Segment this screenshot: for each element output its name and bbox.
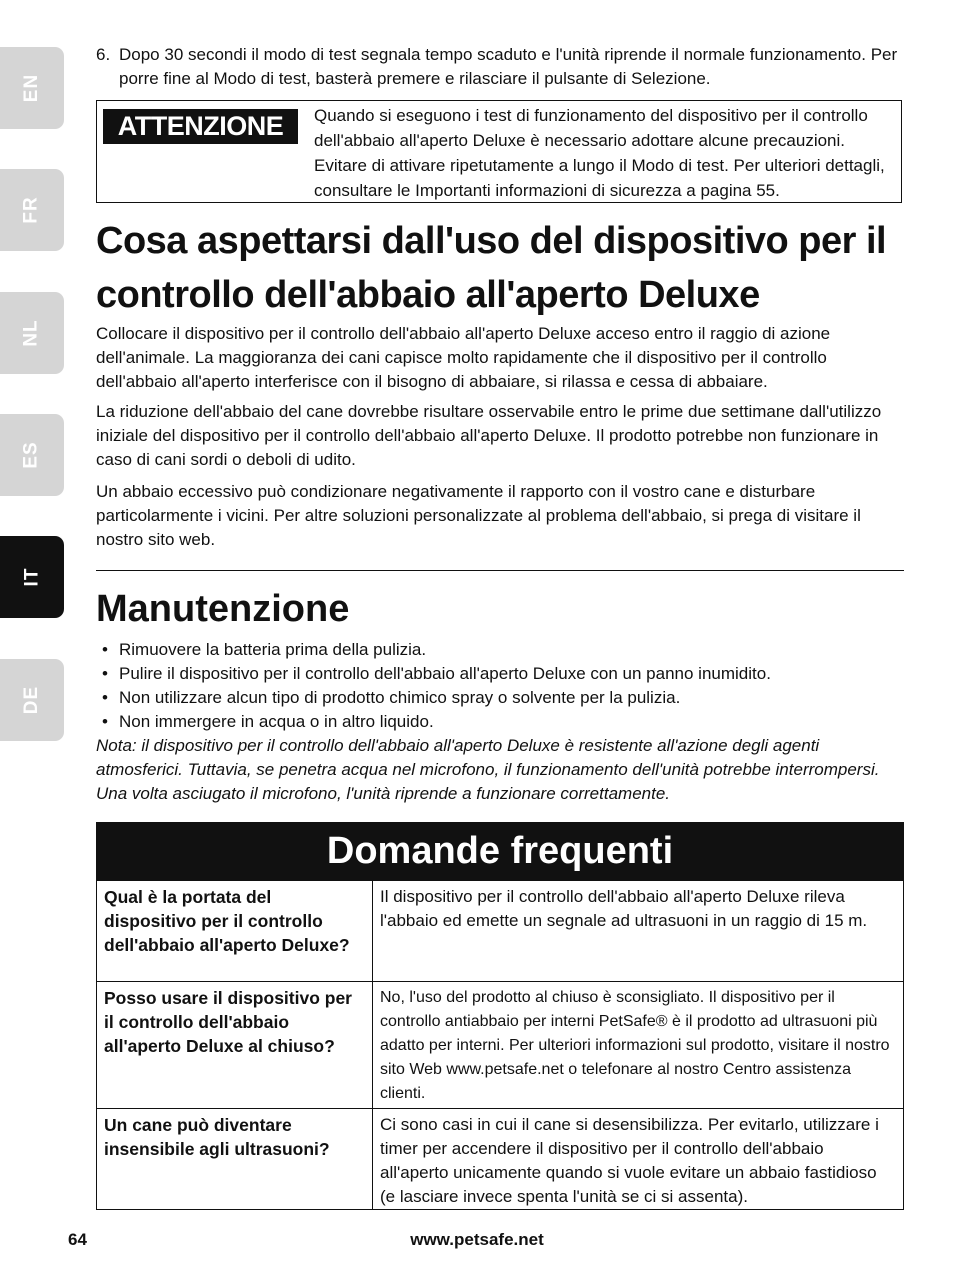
paragraph: La riduzione dell'abbaio del cane dovrebbe risultare osservabile entro le prime due settimane dall'utilizzo iniziale del dispositivo per il controllo dell'abbaio all'aperto Deluxe. Il prodotto potrebbe non funzionare in caso di cani sordi o deboli di udito. [96, 402, 882, 469]
faq-question: Qual è la portata del dispositivo per il controllo dell'abbaio all'aperto Deluxe? [97, 881, 373, 981]
tab-label: FR [20, 196, 42, 224]
paragraph: Un abbaio eccessivo può condizionare negativamente il rapporto con il vostro cane e disturbare particolarmente i vicini. Per altre soluzioni personalizzate al problema dell'abbaio, si prega di visitare il nostro sito web. [96, 482, 861, 549]
footer-url[interactable]: www.petsafe.net [410, 1230, 544, 1249]
table-row [97, 981, 903, 1108]
tab-label: EN [21, 73, 42, 103]
step-text: Dopo 30 secondi il modo di test segnala tempo scaduto e l'unità riprende il normale funzionamento. Per porre fine al Modo di test, basterà premere e rilasciare il pulsante di Selezione. [119, 45, 898, 88]
warning-badge: ATTENZIONE [103, 109, 298, 144]
warning-text: Quando si eseguono i test di funzionamento del dispositivo per il controllo dell'abbaio all'aperto Deluxe è necessario adottare alcune precauzioni. Evitare di attivare ripetutamente a lungo il Modo di test. Per ulteriori dettagli, consultare le Importanti informazioni di sicurezza a pagina 55. [314, 106, 885, 200]
tab-label: IT [20, 567, 42, 587]
step-6 [96, 43, 904, 91]
maintenance-list [96, 638, 904, 734]
language-tab-de[interactable] [0, 659, 64, 741]
list-item: • Pulire il dispositivo per il controllo dell'abbaio all'aperto Deluxe con un panno inumidito. [96, 662, 904, 686]
list-item: • Non utilizzare alcun tipo di prodotto chimico spray o solvente per la pulizia. [96, 686, 904, 710]
maintenance-note: Nota: il dispositivo per il controllo dell'abbaio all'aperto Deluxe è resistente all'azione degli agenti atmosferici. Tuttavia, se penetra acqua nel microfono, il funzionamento dell'unità potrebbe interrompersi. Una volta asciugato il microfono, l'unità riprende a funzionare correttamente. [96, 736, 880, 803]
faq-answer: Ci sono casi in cui il cane si desensibilizza. Per evitarlo, utilizzare i timer per accendere il dispositivo per il controllo dell'abbaio all'aperto unicamente quando si vuole evitare un abbaio fastidioso (e lasciare invece spenta l'unità se ci si assenta). [380, 1115, 879, 1206]
faq-title: Domande frequenti [97, 823, 903, 880]
language-tab-it[interactable] [0, 536, 64, 618]
page-footer [0, 1230, 954, 1254]
paragraph: Collocare il dispositivo per il controllo dell'abbaio all'aperto Deluxe acceso entro il raggio di azione dell'animale. La maggioranza dei cani capisce molto rapidamente che il dispositivo per il controllo dell'abbaio all'aperto interferisce con il bisogno di abbaiare, si rilassa e cessa di abbaiare. [96, 324, 831, 391]
list-item: • Non immergere in acqua o in altro liquido. [96, 710, 904, 734]
faq-table [96, 822, 904, 1210]
language-tab-nl[interactable] [0, 292, 64, 374]
table-row [97, 880, 903, 981]
language-tab-en[interactable] [0, 47, 64, 129]
language-tab-es[interactable] [0, 414, 64, 496]
section-title-maintenance: Manutenzione [96, 588, 350, 630]
faq-answer: Il dispositivo per il controllo dell'abbaio all'aperto Deluxe rileva l'abbaio ed emette un segnale ad ultrasuoni in un raggio di 15 m. [380, 887, 868, 930]
tab-label: NL [20, 319, 42, 347]
language-tab-fr[interactable] [0, 169, 64, 251]
page-number: 64 [68, 1230, 87, 1249]
warning-box [96, 100, 902, 203]
table-row [97, 1108, 903, 1209]
faq-question: Un cane può diventare insensibile agli ultrasuoni? [97, 1109, 373, 1209]
tab-label: DE [21, 685, 42, 715]
step-number: 6. [96, 45, 111, 64]
tab-label: ES [20, 441, 42, 469]
faq-answer: No, l'uso del prodotto al chiuso è sconsigliato. Il dispositivo per il controllo antiabbaio per interni PetSafe® è il prodotto ad ultrasuoni più adatto per interni. Per ulteriori informazioni sul prodotto, visitare il nostro sito Web www.petsafe.net o telefonare al nostro Centro assistenza clienti. [380, 989, 890, 1102]
section-divider [96, 570, 904, 571]
section-title-expectations: Cosa aspettarsi dall'uso del dispositivo per il controllo dell'abbaio all'aperto Deluxe [96, 220, 887, 316]
faq-question: Posso usare il dispositivo per il controllo dell'abbaio all'aperto Deluxe al chiuso? [97, 982, 373, 1108]
list-item: • Rimuovere la batteria prima della pulizia. [96, 638, 904, 662]
